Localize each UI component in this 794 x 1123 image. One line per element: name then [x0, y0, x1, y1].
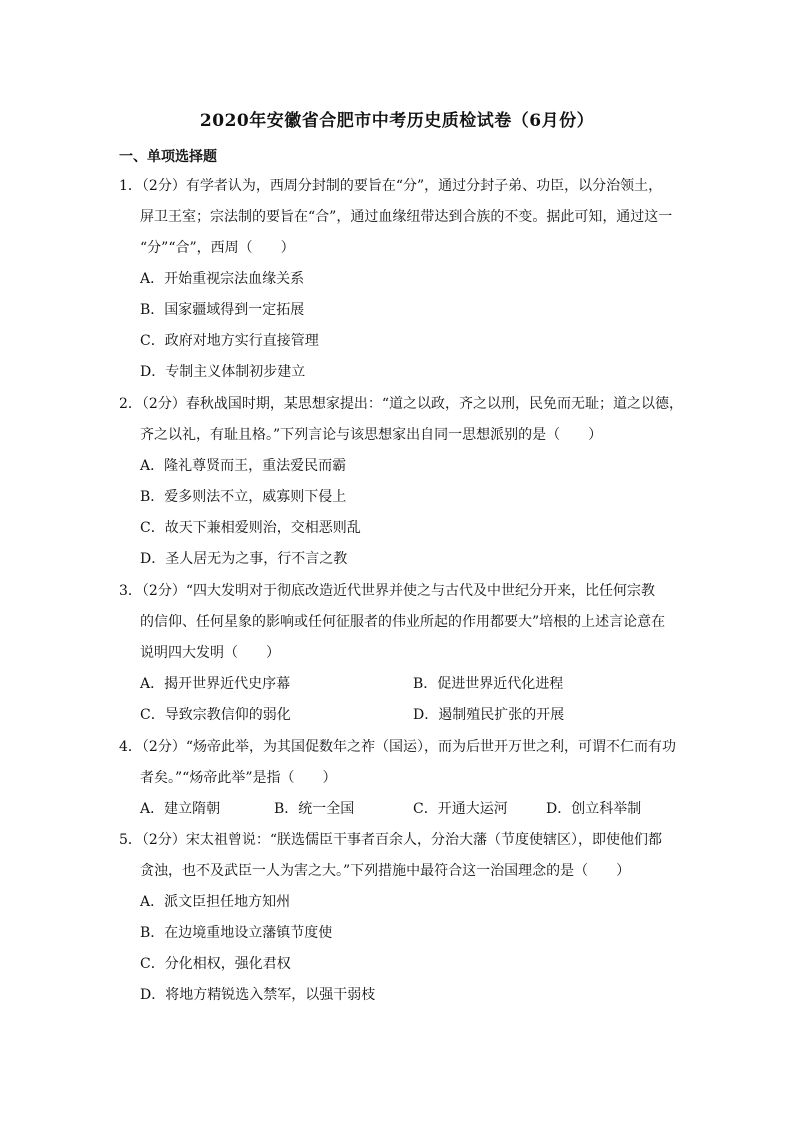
- question-1-option-c: C．政府对地方实行直接管理: [140, 333, 319, 349]
- question-1-option-b: B．国家疆域得到一定拓展: [140, 302, 305, 318]
- question-2-line-2: 齐之以礼，有耻且格。”下列言论与该思想家出自同一思想派别的是（ ）: [140, 427, 603, 443]
- question-5-option-b: B．在边境重地设立藩镇节度使: [140, 925, 333, 941]
- question-3-option-d: D．遏制殖民扩张的开展: [413, 707, 565, 723]
- question-2-option-d: D．圣人居无为之事，行不言之教: [140, 551, 348, 567]
- question-1-option-d: D．专制主义体制初步建立: [140, 364, 306, 380]
- section-heading: 一、单项选择题: [119, 149, 217, 165]
- question-2-option-c: C．故天下兼相爱则治，交相恶则乱: [140, 520, 361, 536]
- question-3-line-1: 3．（2分）“四大发明对于彻底改造近代世界并使之与古代及中世纪分开来，比任何宗教: [119, 583, 655, 599]
- question-1-line-1: 1．（2分）有学者认为，西周分封制的要旨在“分”，通过分封子弟、功臣，以分治领土，: [119, 178, 663, 194]
- question-5-option-a: A．派文臣担任地方知州: [140, 894, 291, 910]
- question-4-line-1: 4．（2分）“炀帝此举，为其国促数年之祚（国运），而为后世开万世之利，可谓不仁而有功: [119, 739, 676, 755]
- page-title: 2020年安徽省合肥市中考历史质检试卷（6月份）: [199, 111, 595, 131]
- question-5-line-1: 5．（2分）宋太祖曾说：“朕选儒臣干事者百余人，分治大藩（节度使辖区），即使他们都: [119, 832, 662, 848]
- question-5-option-c: C．分化相权，强化君权: [140, 956, 291, 972]
- question-5-option-d: D．将地方精锐选入禁军，以强干弱枝: [140, 987, 376, 1003]
- question-4-option-d: D．创立科举制: [546, 801, 642, 817]
- question-4-option-a: A．建立隋朝: [140, 801, 221, 817]
- question-3-line-3: 说明四大发明（ ）: [140, 645, 280, 661]
- question-5-line-2: 贪浊，也不及武臣一人为害之大。”下列措施中最符合这一治国理念的是（ ）: [140, 863, 631, 879]
- question-1-option-a: A．开始重视宗法血缘关系: [140, 271, 305, 287]
- question-2-line-1: 2．（2分）春秋战国时期，某思想家提出：“道之以政，齐之以刑，民免而无耻；道之以德，: [119, 396, 683, 412]
- question-2-option-b: B．爱多则法不立，威寡则下侵上: [140, 489, 347, 505]
- question-3-option-b: B．促进世界近代化进程: [413, 676, 564, 692]
- question-3-option-a: A．揭开世界近代史序幕: [140, 676, 291, 692]
- question-3-line-2: 的信仰、任何星象的影响或任何征服者的伟业所起的作用都要大”培根的上述言论意在: [140, 614, 666, 630]
- question-1-line-2: 屏卫王室；宗法制的要旨在“合”，通过血缘纽带达到合族的不变。据此可知，通过这一: [140, 209, 673, 225]
- question-3-option-c: C．导致宗教信仰的弱化: [140, 707, 291, 723]
- question-1-line-3: “分”“合”，西周（ ）: [140, 240, 295, 256]
- question-4-option-b: B．统一全国: [274, 801, 355, 817]
- question-4-line-2: 者矣。”“炀帝此举”是指（ ）: [140, 770, 337, 786]
- question-4-option-c: C．开通大运河: [413, 801, 508, 817]
- question-2-option-a: A．隆礼尊贤而王，重法爱民而霸: [140, 458, 347, 474]
